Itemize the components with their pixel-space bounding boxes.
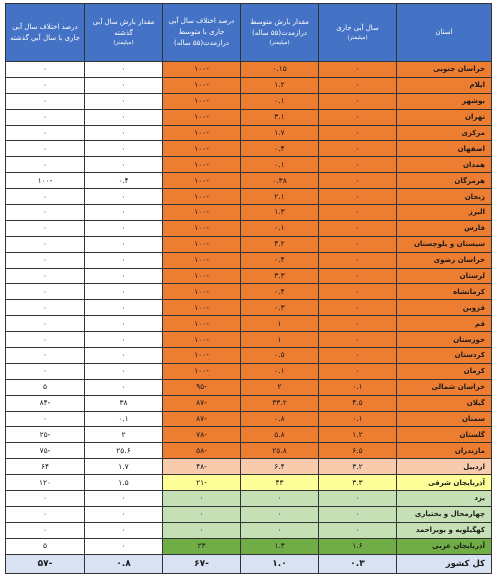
current-year-cell: ۶.۵ [319,443,397,459]
table-row [6,491,492,507]
header-current-year-unit: (میلیمتر) [347,34,368,41]
table-row [6,93,492,109]
diff-last-cell: ۶۴ [6,459,85,475]
diff-avg-cell: -۱۰۰ [163,284,241,300]
header-avg-55-label: مقدار بارش متوسط درازمدت(۵۵ ساله) [250,18,309,37]
province-cell: همدان [397,157,492,173]
province-cell: سمنان [397,411,492,427]
table-row [6,284,492,300]
diff-avg-cell: -۱۰۰ [163,236,241,252]
diff-avg-cell: -۱۰۰ [163,62,241,78]
province-cell: مرکزی [397,125,492,141]
avg-55-cell: ۰.۸ [241,411,319,427]
header-last-year [85,4,163,62]
table-row [6,252,492,268]
current-year-cell: ۰ [319,522,397,538]
diff-last-cell: ۰ [6,236,85,252]
province-cell: البرز [397,205,492,221]
last-year-cell: ۱.۷ [85,459,163,475]
last-year-cell: ۰ [85,77,163,93]
avg-55-cell: ۰ [241,506,319,522]
current-year-cell: ۳.۳ [319,475,397,491]
current-year-cell: ۱.۶ [319,538,397,554]
diff-last-cell: -۸۴ [6,395,85,411]
province-cell: کردستان [397,348,492,364]
last-year-cell: ۰ [85,220,163,236]
current-year-cell: ۰ [319,236,397,252]
current-year-cell: ۰ [319,62,397,78]
avg-55-cell: ۱.۳ [241,538,319,554]
table-row [6,475,492,491]
avg-55-cell: ۰ [241,491,319,507]
diff-avg-cell: -۱۰۰ [163,173,241,189]
table-row [6,522,492,538]
header-province-label: استان [435,28,453,36]
table-row [6,205,492,221]
province-cell: خراسان رضوی [397,252,492,268]
header-diff-last-label: درصد اختلاف سال آبی جاری با سال آبی گذشته [10,22,80,42]
province-cell: گلستان [397,427,492,443]
current-year-cell: ۳.۲ [319,459,397,475]
header-avg-55-unit: (میلیمتر) [269,40,290,46]
last-year-cell: ۲ [85,427,163,443]
last-year-cell: ۰ [85,348,163,364]
last-year-cell: ۱.۵ [85,475,163,491]
current-year-cell: ۰ [319,189,397,205]
diff-last-cell: ۰ [6,300,85,316]
avg-55-cell: ۱ [241,332,319,348]
diff-avg-cell: -۱۰۰ [163,77,241,93]
last-year-cell: ۰ [85,538,163,554]
avg-55-cell: ۱.۲ [241,77,319,93]
province-cell: قم [397,316,492,332]
last-year-cell: ۲۵.۶ [85,443,163,459]
table-row [6,427,492,443]
total-diff-last: -۵۷ [6,554,85,573]
diff-last-cell: ۱۲۰ [6,475,85,491]
last-year-cell: ۰ [85,316,163,332]
diff-avg-cell: -۱۰۰ [163,316,241,332]
current-year-cell: ۰ [319,316,397,332]
last-year-cell: ۰ [85,205,163,221]
table-body [6,62,492,555]
province-cell: سیستان و بلوچستان [397,236,492,252]
avg-55-cell: ۴۳ [241,475,319,491]
diff-last-cell: ۰ [6,332,85,348]
total-row [6,554,492,573]
diff-avg-cell: -۹۵ [163,379,241,395]
current-year-cell: ۰.۱ [319,411,397,427]
header-diff-avg [163,4,241,62]
last-year-cell: ۰ [85,300,163,316]
last-year-cell: ۰ [85,62,163,78]
table-row [6,62,492,78]
diff-avg-cell: -۵۸ [163,443,241,459]
table-row [6,220,492,236]
current-year-cell: ۰ [319,173,397,189]
header-diff-avg-label: درصد اختلاف سال آبی جاری با متوسط درازمدت(۵۵ ساله) [168,17,235,47]
diff-avg-cell: -۱۰۰ [163,220,241,236]
avg-55-cell: ۳.۱ [241,109,319,125]
total-diff-avg: -۶۷ [163,554,241,573]
table-row [6,268,492,284]
last-year-cell: ۰ [85,189,163,205]
header-province [397,4,492,62]
avg-55-cell: ۵.۸ [241,427,319,443]
header-avg-55 [241,4,319,62]
diff-last-cell: ۰ [6,491,85,507]
diff-last-cell: ۰ [6,348,85,364]
last-year-cell: ۰ [85,363,163,379]
avg-55-cell: ۰.۱۵ [241,62,319,78]
last-year-cell: ۰ [85,379,163,395]
province-cell: کرمان [397,363,492,379]
current-year-cell: ۰ [319,363,397,379]
total-province: کل کشور [397,554,492,573]
table-row [6,157,492,173]
last-year-cell: ۰.۴ [85,173,163,189]
current-year-cell: ۴.۵ [319,395,397,411]
province-cell: اردبیل [397,459,492,475]
diff-last-cell: ۰ [6,252,85,268]
table-row [6,77,492,93]
current-year-cell: ۰ [319,220,397,236]
province-cell: لرستان [397,268,492,284]
last-year-cell: ۰ [85,284,163,300]
diff-last-cell: ۰ [6,316,85,332]
diff-avg-cell: -۱۰۰ [163,125,241,141]
table-row [6,109,492,125]
diff-avg-cell: -۱۰۰ [163,93,241,109]
diff-avg-cell: -۱۰۰ [163,157,241,173]
diff-last-cell: ۰ [6,125,85,141]
current-year-cell: ۰ [319,252,397,268]
province-cell: آذربایجان غربی [397,538,492,554]
province-cell: گیلان [397,395,492,411]
rainfall-table-container [5,3,491,574]
table-row [6,332,492,348]
table-row [6,236,492,252]
current-year-cell: ۰ [319,77,397,93]
province-cell: مازندران [397,443,492,459]
diff-last-cell: ۰ [6,157,85,173]
diff-avg-cell: -۷۸ [163,427,241,443]
diff-last-cell: ۰ [6,363,85,379]
current-year-cell: ۰ [319,284,397,300]
diff-avg-cell: -۲۱ [163,475,241,491]
diff-avg-cell: -۱۰۰ [163,348,241,364]
diff-last-cell: ۰ [6,77,85,93]
diff-last-cell: ۰ [6,411,85,427]
diff-avg-cell: -۱۰۰ [163,252,241,268]
diff-avg-cell: -۱۰۰ [163,332,241,348]
diff-avg-cell: ۰ [163,522,241,538]
diff-avg-cell: -۱۰۰ [163,141,241,157]
table-row [6,379,492,395]
province-cell: ایلام [397,77,492,93]
current-year-cell: ۰ [319,157,397,173]
table-row [6,459,492,475]
avg-55-cell: ۰.۱ [241,220,319,236]
diff-avg-cell: ۲۳ [163,538,241,554]
table-row [6,125,492,141]
last-year-cell: ۰ [85,141,163,157]
province-cell: خوزستان [397,332,492,348]
province-cell: کرمانشاه [397,284,492,300]
diff-avg-cell: -۱۰۰ [163,300,241,316]
current-year-cell: ۰ [319,491,397,507]
last-year-cell: ۰ [85,491,163,507]
table-row [6,363,492,379]
province-cell: بوشهر [397,93,492,109]
diff-last-cell: ۵ [6,538,85,554]
diff-last-cell: ۰ [6,189,85,205]
table-row [6,141,492,157]
last-year-cell: ۳۸ [85,395,163,411]
last-year-cell: ۰.۱ [85,411,163,427]
current-year-cell: ۰ [319,348,397,364]
avg-55-cell: ۰.۴ [241,141,319,157]
table-row [6,538,492,554]
avg-55-cell: ۳.۳ [241,268,319,284]
avg-55-cell: ۳۳.۲ [241,395,319,411]
province-cell: زنجان [397,189,492,205]
current-year-cell: ۰ [319,300,397,316]
province-cell: هرمزگان [397,173,492,189]
diff-last-cell: -۱۰۰ [6,173,85,189]
diff-last-cell: ۰ [6,284,85,300]
table-row [6,348,492,364]
last-year-cell: ۰ [85,252,163,268]
header-last-year-unit: (میلیمتر) [113,40,134,46]
province-cell: چهارمحال و بختیاری [397,506,492,522]
avg-55-cell: ۰.۱ [241,93,319,109]
current-year-cell: ۰ [319,332,397,348]
province-cell: یزد [397,491,492,507]
avg-55-cell: ۰.۳۸ [241,173,319,189]
avg-55-cell: ۱.۳ [241,205,319,221]
avg-55-cell: ۰ [241,522,319,538]
avg-55-cell: ۱.۷ [241,125,319,141]
current-year-cell: ۰ [319,506,397,522]
current-year-cell: ۱.۲ [319,427,397,443]
diff-last-cell: ۰ [6,205,85,221]
province-cell: فارس [397,220,492,236]
current-year-cell: ۰ [319,93,397,109]
header-current-year-label: سال آبی جاری [336,23,379,32]
table-row [6,395,492,411]
avg-55-cell: ۱ [241,316,319,332]
diff-last-cell: ۰ [6,109,85,125]
diff-avg-cell: -۸۷ [163,395,241,411]
avg-55-cell: ۶.۴ [241,459,319,475]
avg-55-cell: ۲۵.۸ [241,443,319,459]
total-last: ۰.۸ [85,554,163,573]
last-year-cell: ۰ [85,125,163,141]
current-year-cell: ۰ [319,141,397,157]
last-year-cell: ۰ [85,522,163,538]
province-cell: اصفهان [397,141,492,157]
diff-last-cell: -۲۵ [6,427,85,443]
avg-55-cell: ۲.۱ [241,189,319,205]
avg-55-cell: ۰.۳ [241,300,319,316]
last-year-cell: ۰ [85,93,163,109]
diff-last-cell: ۰ [6,506,85,522]
province-cell: آذربایجان شرقی [397,475,492,491]
table-row [6,506,492,522]
diff-avg-cell: -۱۰۰ [163,189,241,205]
diff-last-cell: ۰ [6,268,85,284]
diff-last-cell: ۰ [6,220,85,236]
table-row [6,189,492,205]
province-cell: قزوین [397,300,492,316]
rainfall-table [5,3,492,574]
province-cell: تهران [397,109,492,125]
diff-last-cell: ۰ [6,62,85,78]
diff-last-cell: -۷۵ [6,443,85,459]
diff-avg-cell: -۱۰۰ [163,268,241,284]
table-row [6,316,492,332]
total-current: ۰.۳ [319,554,397,573]
avg-55-cell: ۰.۴ [241,284,319,300]
table-row [6,300,492,316]
current-year-cell: ۰.۱ [319,379,397,395]
header-diff-last [6,4,85,62]
diff-avg-cell: -۱۰۰ [163,363,241,379]
diff-avg-cell: -۴۸ [163,459,241,475]
table-row [6,411,492,427]
last-year-cell: ۰ [85,332,163,348]
table-row [6,173,492,189]
avg-55-cell: ۰.۵ [241,348,319,364]
avg-55-cell: ۰.۱ [241,363,319,379]
last-year-cell: ۰ [85,506,163,522]
diff-last-cell: ۰ [6,141,85,157]
diff-avg-cell: -۸۷ [163,411,241,427]
table-row [6,443,492,459]
province-cell: کهگیلویه و بویراحمد [397,522,492,538]
current-year-cell: ۰ [319,205,397,221]
total-avg: ۱.۰ [241,554,319,573]
header-current-year [319,4,397,62]
last-year-cell: ۰ [85,157,163,173]
last-year-cell: ۰ [85,236,163,252]
last-year-cell: ۰ [85,109,163,125]
avg-55-cell: ۰.۱ [241,157,319,173]
current-year-cell: ۰ [319,268,397,284]
header-row [6,4,492,62]
diff-avg-cell: -۱۰۰ [163,205,241,221]
diff-avg-cell: ۰ [163,506,241,522]
last-year-cell: ۰ [85,268,163,284]
diff-avg-cell: ۰ [163,491,241,507]
avg-55-cell: ۰.۴ [241,252,319,268]
avg-55-cell: ۴.۲ [241,236,319,252]
diff-last-cell: ۰ [6,93,85,109]
province-cell: خراسان جنوبی [397,62,492,78]
diff-last-cell: ۵ [6,379,85,395]
header-last-year-label: مقدار بارش سال آبی گذشته [92,18,155,37]
avg-55-cell: ۲ [241,379,319,395]
current-year-cell: ۰ [319,109,397,125]
current-year-cell: ۰ [319,125,397,141]
province-cell: خراسان شمالی [397,379,492,395]
diff-avg-cell: -۱۰۰ [163,109,241,125]
diff-last-cell: ۰ [6,522,85,538]
